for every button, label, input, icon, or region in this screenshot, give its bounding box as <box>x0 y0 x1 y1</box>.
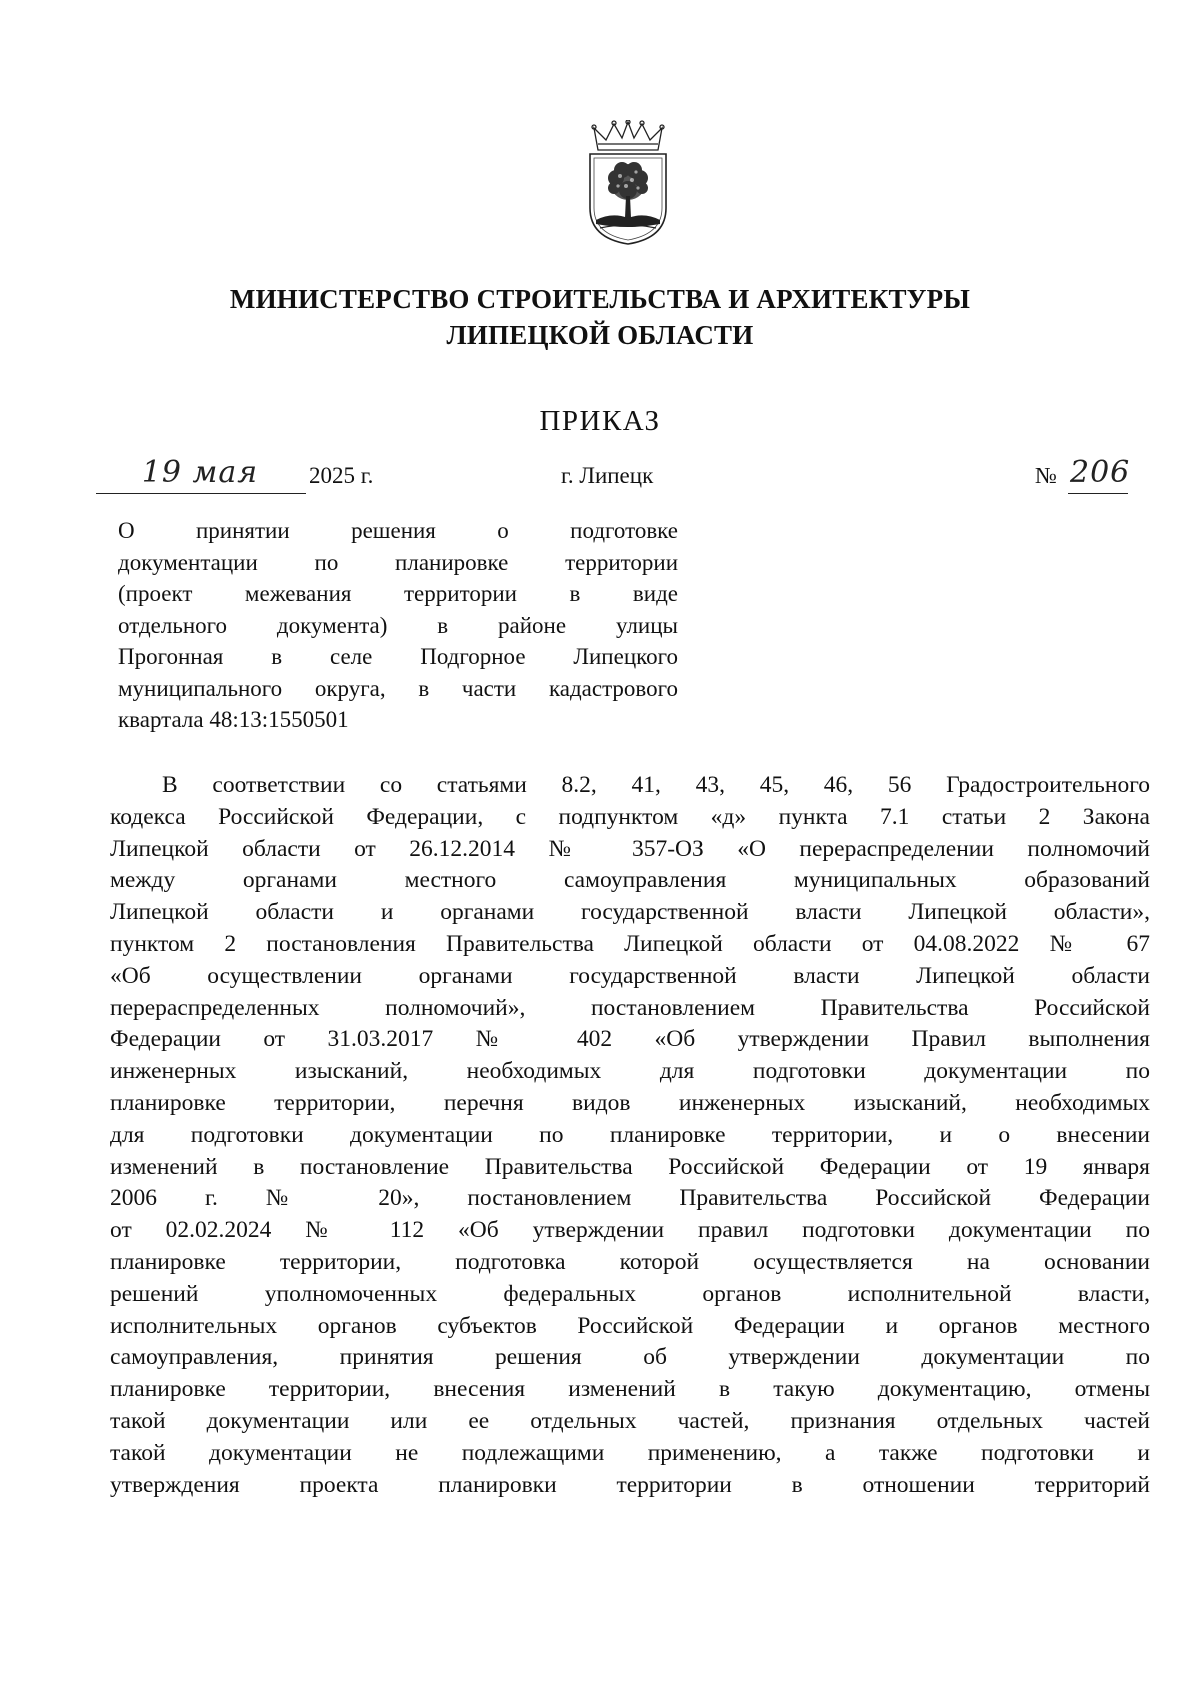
body-line: «Об осуществлении органами государственной власти Липецкой области <box>110 962 1150 989</box>
handwritten-date: 19 мая <box>141 455 259 490</box>
body-line: 2006 г. № 20», постановлением Правительства Российской Федерации <box>110 1185 1150 1212</box>
body-line: такой документации или ее отдельных частей, признания отдельных частей <box>110 1407 1150 1434</box>
body-line: изменений в постановление Правительства Российской Федерации от 19 января <box>110 1153 1150 1180</box>
order-body <box>110 770 1150 1501</box>
body-line: В соответствии со статьями 8.2, 41, 43, 45, 46, 56 Градостроительного <box>162 772 1150 798</box>
subject-line: Прогонная в селе Подгорное Липецкого <box>118 644 678 669</box>
subject-line: (проект межевания территории в виде <box>118 581 678 606</box>
body-line: пунктом 2 постановления Правительства Липецкой области от 04.08.2022 № 67 <box>110 930 1150 957</box>
date-underline <box>96 493 306 494</box>
subject-line: документации по планировке территории <box>118 549 678 575</box>
ministry-name-line1: МИНИСТЕРСТВО СТРОИТЕЛЬСТВА И АРХИТЕКТУРЫ <box>229 284 971 314</box>
body-line: от 02.02.2024 № 112 «Об утверждении правил подготовки документации по <box>110 1217 1150 1244</box>
body-line: Липецкой области и органами государственной власти Липецкой области», <box>110 899 1150 926</box>
subject-line: муниципального округа, в части кадастрового <box>118 675 678 701</box>
document-year: 2025 г. <box>309 463 374 488</box>
order-subject <box>118 515 678 736</box>
body-line: между органами местного самоуправления муниципальных образований <box>110 867 1150 894</box>
subject-line: квартала 48:13:1550501 <box>118 707 349 732</box>
body-line: планировке территории, внесения изменений в такую документацию, отмены <box>110 1376 1150 1403</box>
body-line: для подготовки документации по планировке территории, и о внесении <box>110 1121 1150 1148</box>
body-line: Федерации от 31.03.2017 № 402 «Об утверждении Правил выполнения <box>110 1026 1150 1053</box>
subject-line: О принятии решения о подготовке <box>118 518 678 543</box>
document-city: г. Липецк <box>561 463 654 488</box>
body-line: Липецкой области от 26.12.2014 № 357-ОЗ «О перераспределении полномочий <box>110 835 1150 862</box>
number-sign: № <box>1035 463 1057 488</box>
ministry-name-line2: ЛИПЕЦКОЙ ОБЛАСТИ <box>446 320 754 350</box>
document-type-title: ПРИКАЗ <box>539 405 661 437</box>
body-line: планировке территории, подготовка которой осуществляется на основании <box>110 1248 1150 1275</box>
lipetsk-coat-of-arms-icon <box>576 120 680 246</box>
number-underline <box>1068 493 1128 494</box>
body-line: утверждения проекта планировки территории в отношении территорий <box>110 1471 1150 1498</box>
body-line: кодекса Российской Федерации, с подпунктом «д» пункта 7.1 статьи 2 Закона <box>110 803 1150 830</box>
body-line: перераспределенных полномочий», постановлением Правительства Российской <box>110 994 1150 1021</box>
body-line: такой документации не подлежащими применению, а также подготовки и <box>110 1439 1150 1466</box>
body-line: решений уполномоченных федеральных органов исполнительной власти, <box>110 1280 1150 1307</box>
handwritten-number: 206 <box>1070 455 1131 490</box>
body-line: инженерных изысканий, необходимых для подготовки документации по <box>110 1058 1150 1085</box>
subject-line: отдельного документа) в районе улицы <box>118 612 678 638</box>
body-line: планировке территории, перечня видов инженерных изысканий, необходимых <box>110 1089 1150 1116</box>
body-line: исполнительных органов субъектов Российской Федерации и органов местного <box>110 1312 1150 1339</box>
body-line: самоуправления, принятия решения об утверждении документации по <box>110 1344 1150 1371</box>
